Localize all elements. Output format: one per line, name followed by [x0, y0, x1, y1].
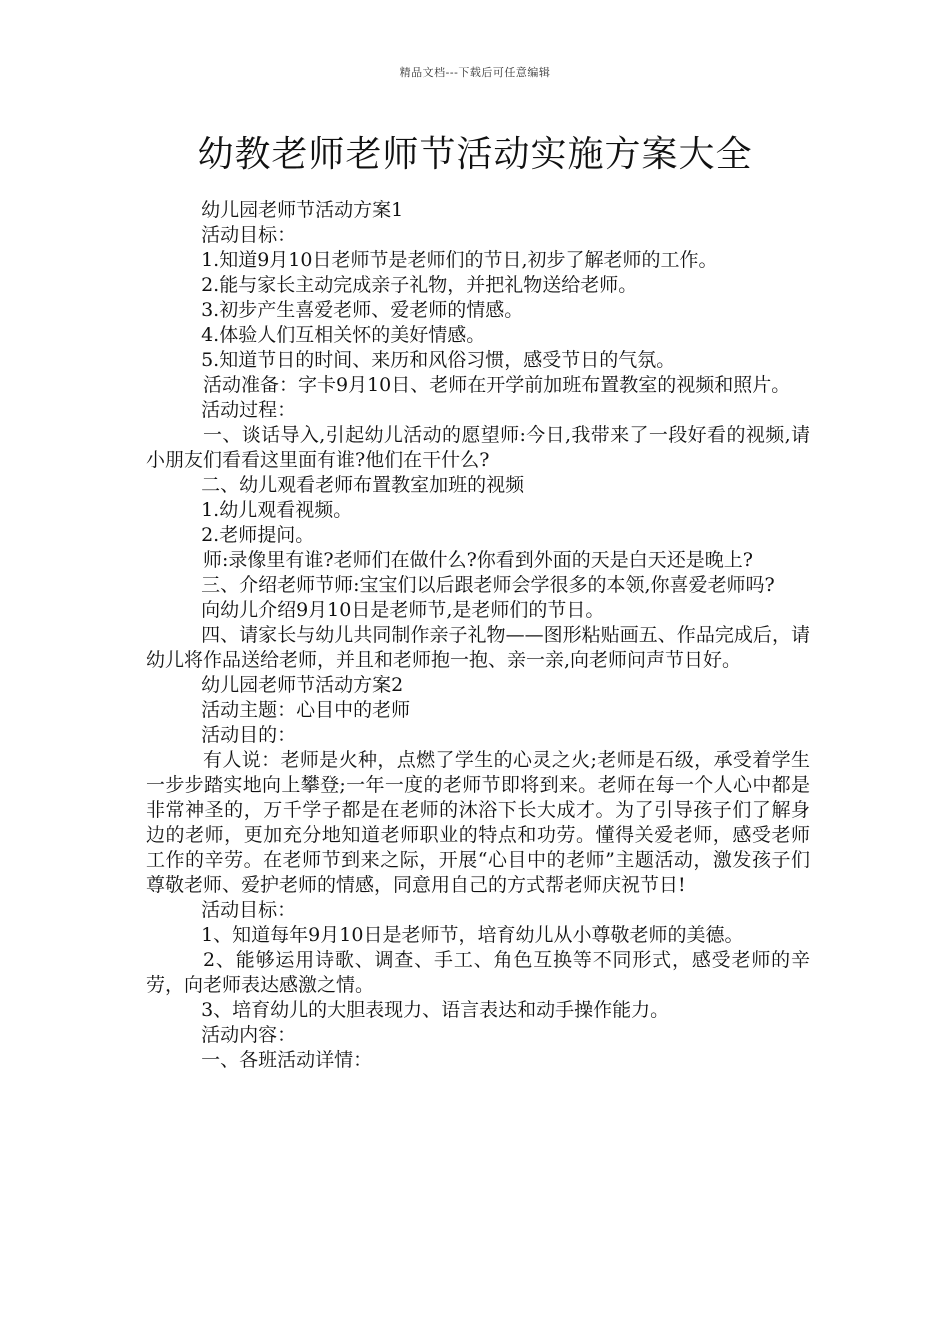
goal-item-4: 4.体验人们互相关怀的美好情感。	[201, 324, 486, 346]
goal-item-3: 3.初步产生喜爱老师、爱老师的情感。	[201, 299, 524, 321]
process-step-3-detail: 向幼儿介绍9月10日是老师节,是老师们的节日。	[201, 599, 605, 621]
goal2-item-1: 1、知道每年9月10日是老师节，培育幼儿从小尊敬老师的美德。	[201, 924, 744, 946]
section-heading-plan-1: 幼儿园老师节活动方案1	[201, 199, 404, 221]
activity-goals-heading: 活动目标：	[201, 224, 297, 246]
activity-purpose-text: 有人说：老师是火种，点燃了学生的心灵之火;老师是石级，承受着学生一步步踏实地向上攀登;一年一度的老师节即将到来。老师在每一个人心中都是非常神圣的，万千学子都是在老师的沐浴下长大成才。为了引导孩子们了解身边的老师，更加充分地知道老师职业的特点和功劳。懂得关爱老师，感受老师工作的辛劳。在老师节到来之际，开展“心目中的老师”主题活动，激发孩子们尊敬老师、爱护老师的情感，同意用自己的方式帮老师庆祝节日!	[146, 749, 810, 896]
activity-process-heading: 活动过程：	[201, 399, 297, 421]
page-header-note: 精品文档---下载后可任意编辑	[399, 66, 551, 79]
activity-goals-heading-2: 活动目标：	[201, 899, 297, 921]
activity-purpose-heading: 活动目的：	[201, 724, 297, 746]
process-substep-1: 1.幼儿观看视频。	[201, 499, 353, 521]
process-substep-2: 2.老师提问。	[201, 524, 315, 546]
document-body	[146, 198, 810, 1073]
activity-preparation: 活动准备：字卡9月10日、老师在开学前加班布置教室的视频和照片。	[203, 374, 791, 396]
goal2-item-3: 3、培育幼儿的大胆表现力、语言表达和动手操作能力。	[201, 999, 670, 1021]
process-step-4: 四、请家长与幼儿共同制作亲子礼物——图形粘贴画五、作品完成后，请幼儿将作品送给老师，并且和老师抱一抱、亲一亲,向老师问声节日好。	[146, 624, 810, 671]
process-step-1: 一、谈话导入,引起幼儿活动的愿望师:今日,我带来了一段好看的视频,请小朋友们看看这里面有谁?他们在干什么?	[146, 424, 810, 471]
goal-item-1: 1.知道9月10日老师节是老师们的节日,初步了解老师的工作。	[201, 249, 718, 271]
teacher-question: 师:录像里有谁?老师们在做什么?你看到外面的天是白天还是晚上?	[203, 549, 753, 571]
class-activity-details-heading: 一、各班活动详情：	[201, 1049, 373, 1071]
process-step-3: 三、介绍老师节师:宝宝们以后跟老师会学很多的本领,你喜爱老师吗?	[201, 574, 775, 596]
document-title: 幼教老师老师节活动实施方案大全	[197, 134, 753, 175]
activity-content-heading: 活动内容：	[201, 1024, 297, 1046]
goal-item-2: 2.能与家长主动完成亲子礼物，并把礼物送给老师。	[201, 274, 638, 296]
activity-theme: 活动主题：心目中的老师	[201, 699, 411, 721]
process-step-2: 二、幼儿观看老师布置教室加班的视频	[201, 474, 525, 496]
goal-item-5: 5.知道节日的时间、来历和风俗习惯，感受节日的气氛。	[201, 349, 676, 371]
section-heading-plan-2: 幼儿园老师节活动方案2	[201, 674, 404, 696]
goal2-item-2: 2、能够运用诗歌、调查、手工、角色互换等不同形式，感受老师的辛劳，向老师表达感激之情。	[146, 949, 810, 996]
